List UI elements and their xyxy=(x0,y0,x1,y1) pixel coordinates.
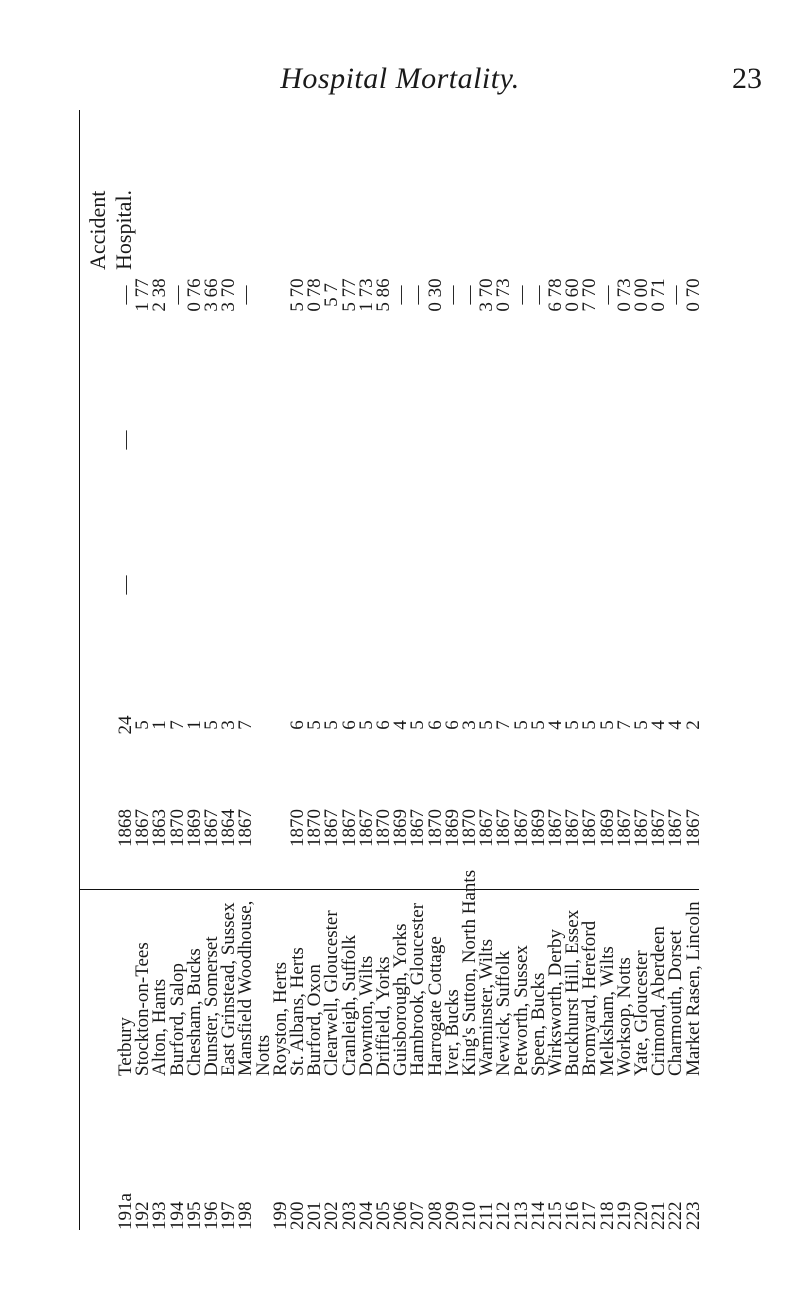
row-value-d: 0 71 xyxy=(648,278,670,312)
row-year: 1868 xyxy=(115,809,136,847)
row-index: 200 xyxy=(287,1201,308,1230)
row-index: 215 xyxy=(545,1201,566,1230)
table-row xyxy=(683,110,705,1230)
row-year: 1867 xyxy=(493,809,515,847)
row-index: 210 xyxy=(459,1201,480,1230)
row-index: 216 xyxy=(562,1201,584,1230)
row-value-d: — xyxy=(115,285,136,305)
row-year: 1869 xyxy=(527,809,549,847)
row-index: 220 xyxy=(631,1201,652,1230)
row-place-name: Iver, Bucks xyxy=(441,989,463,1076)
row-year: 1870 xyxy=(166,809,188,847)
row-value-a: 5 xyxy=(407,720,429,730)
row-value-a: 5 xyxy=(596,720,618,730)
row-place-name: Speen, Bucks xyxy=(527,972,549,1076)
row-value-a: 7 xyxy=(493,720,515,730)
row-index: 202 xyxy=(321,1201,343,1230)
row-year: 1867 xyxy=(631,809,652,847)
row-value-a: 1 xyxy=(149,720,171,730)
row-year: 1867 xyxy=(201,809,222,847)
row-place-name: Crimond, Aberdeen xyxy=(648,926,670,1076)
row-place-name: East Grinstead, Sussex xyxy=(218,902,240,1076)
row-value-d: 3 70 xyxy=(476,278,498,312)
row-year: 1869 xyxy=(441,809,463,847)
row-place-name: Notts xyxy=(252,1034,274,1076)
row-place-name: Harrogate Cottage xyxy=(424,936,446,1076)
row-value-d: 0 76 xyxy=(183,278,205,312)
row-place-name: Petworth, Sussex xyxy=(510,945,532,1076)
row-index: 203 xyxy=(338,1201,360,1230)
row-value-a: 6 xyxy=(287,720,308,730)
row-value-d: 3 70 xyxy=(218,278,240,312)
row-value-a: 3 xyxy=(218,720,240,730)
row-value-c: — xyxy=(115,430,136,450)
row-index: 214 xyxy=(527,1201,549,1230)
row-place-name: Guisborough, Yorks xyxy=(390,923,412,1076)
row-place-name: Cranleigh, Suffolk xyxy=(338,934,360,1076)
row-place-name: Hambrook, Gloucester xyxy=(407,902,429,1076)
row-index: 193 xyxy=(149,1201,171,1230)
table-top-rule xyxy=(79,110,80,1230)
row-year: 1863 xyxy=(149,809,171,847)
row-value-a: 6 xyxy=(338,720,360,730)
row-value-d: 0 60 xyxy=(562,278,584,312)
row-place-name: Buckhurst Hill, Essex xyxy=(562,909,584,1076)
row-year: 1867 xyxy=(665,809,687,847)
row-place-name: Warminster, Wilts xyxy=(476,939,498,1076)
row-index: 219 xyxy=(613,1201,635,1230)
row-place-name: Stockton-on-Tees xyxy=(132,942,154,1076)
row-place-name: Worksop, Notts xyxy=(613,957,635,1076)
row-index: 206 xyxy=(390,1201,412,1230)
row-value-d: — xyxy=(166,285,188,305)
running-head xyxy=(0,62,800,102)
row-year: 1867 xyxy=(407,809,429,847)
row-value-d: 0 73 xyxy=(613,278,635,312)
row-place-name: Clearwell, Gloucester xyxy=(321,910,343,1076)
row-year: 1869 xyxy=(596,809,618,847)
row-index: 221 xyxy=(648,1201,670,1230)
row-value-a: 5 xyxy=(321,720,343,730)
row-value-d: 1 77 xyxy=(132,278,154,312)
row-year: 1867 xyxy=(235,809,257,847)
row-place-name: King's Sutton, North Hants xyxy=(459,869,480,1076)
row-place-name: Driffield, Yorks xyxy=(373,956,394,1076)
row-value-b: — xyxy=(115,575,136,595)
row-place-name: Yate, Gloucester xyxy=(631,950,652,1076)
row-value-d: — xyxy=(510,285,532,305)
row-year: 1867 xyxy=(321,809,343,847)
row-index: 194 xyxy=(166,1201,188,1230)
row-index: 196 xyxy=(201,1201,222,1230)
row-value-d: 5 7 xyxy=(321,283,343,307)
row-value-a: 4 xyxy=(390,720,412,730)
row-value-a: 5 xyxy=(527,720,549,730)
row-value-d: 7 70 xyxy=(579,278,601,312)
row-index: 192 xyxy=(132,1201,154,1230)
row-year: 1867 xyxy=(338,809,360,847)
row-value-d: 5 77 xyxy=(338,278,360,312)
row-value-a: 7 xyxy=(613,720,635,730)
row-year: 1867 xyxy=(682,809,704,847)
row-place-name: Mansfield Woodhouse, xyxy=(235,900,257,1076)
row-value-d: — xyxy=(407,285,429,305)
row-value-d: — xyxy=(235,285,257,305)
row-value-a: 5 xyxy=(476,720,498,730)
row-place-name: Tetbury xyxy=(115,1017,136,1076)
row-value-a: 6 xyxy=(424,720,446,730)
row-year: 1869 xyxy=(183,809,205,847)
row-index: 222 xyxy=(665,1201,687,1230)
row-index: 217 xyxy=(579,1201,601,1230)
row-value-d: 5 86 xyxy=(373,278,394,312)
row-year: 1867 xyxy=(545,809,566,847)
row-value-d: — xyxy=(390,285,412,305)
row-value-a: 24 xyxy=(115,715,136,735)
row-year: 1867 xyxy=(562,809,584,847)
row-year: 1870 xyxy=(304,809,326,847)
row-value-d: 0 00 xyxy=(631,278,652,312)
row-index: 201 xyxy=(304,1201,326,1230)
row-year: 1870 xyxy=(424,809,446,847)
row-value-a: 5 xyxy=(562,720,584,730)
row-value-d: — xyxy=(665,285,687,305)
row-index: 223 xyxy=(682,1201,704,1230)
row-place-name: St. Albans, Herts xyxy=(287,947,308,1076)
row-place-name: Alton, Hants xyxy=(149,978,171,1076)
running-title: Hospital Mortality. xyxy=(280,62,520,95)
row-value-a: 5 xyxy=(355,720,377,730)
row-index: 198 xyxy=(235,1201,257,1230)
row-place-name: Charmouth, Dorset xyxy=(665,930,687,1076)
row-place-name: Chesham, Bucks xyxy=(183,948,205,1076)
row-year: 1867 xyxy=(648,809,670,847)
row-value-d: — xyxy=(459,285,480,305)
row-place-name: Market Rasen, Lincoln xyxy=(682,901,704,1076)
row-value-a: 7 xyxy=(166,720,188,730)
row-place-name: Newick, Suffolk xyxy=(493,950,515,1076)
row-value-a: 2 xyxy=(682,720,704,730)
row-index: 209 xyxy=(441,1201,463,1230)
row-value-d: 0 70 xyxy=(682,278,704,312)
row-place-name: Bromyard, Hereford xyxy=(579,920,601,1076)
row-place-name: Melksham, Wilts xyxy=(596,946,618,1076)
row-value-d: — xyxy=(527,285,549,305)
row-place-name: Burford, Oxon xyxy=(304,964,326,1076)
row-value-a: 6 xyxy=(441,720,463,730)
row-place-name: Burford, Salop xyxy=(166,963,188,1076)
row-place-name: Downton, Wilts xyxy=(355,955,377,1076)
row-year: 1867 xyxy=(613,809,635,847)
row-place-name: Royston, Herts xyxy=(269,962,291,1076)
row-year: 1869 xyxy=(390,809,412,847)
row-value-a: 5 xyxy=(579,720,601,730)
row-index: 208 xyxy=(424,1201,446,1230)
row-value-d: 2 38 xyxy=(149,278,171,312)
row-year: 1870 xyxy=(373,809,394,847)
row-year: 1867 xyxy=(510,809,532,847)
row-place-name: Wirksworth, Derby xyxy=(545,929,566,1076)
row-value-a: 5 xyxy=(201,720,222,730)
mortality-table xyxy=(75,110,715,1230)
row-year: 1870 xyxy=(459,809,480,847)
row-value-d: 6 78 xyxy=(545,278,566,312)
row-value-a: 4 xyxy=(665,720,687,730)
row-index: 213 xyxy=(510,1201,532,1230)
row-place-name: Dunster, Somerset xyxy=(201,936,222,1076)
row-index: 204 xyxy=(355,1201,377,1230)
row-value-d: — xyxy=(441,285,463,305)
page-number: 23 xyxy=(732,62,762,95)
row-year: 1864 xyxy=(218,809,240,847)
row-index: 207 xyxy=(407,1201,429,1230)
row-index: 218 xyxy=(596,1201,618,1230)
row-index: 199 xyxy=(269,1201,291,1230)
row-index: 205 xyxy=(373,1201,394,1230)
row-value-d: 3 66 xyxy=(201,278,222,312)
row-year: 1867 xyxy=(579,809,601,847)
row-value-a: 5 xyxy=(304,720,326,730)
row-value-a: 6 xyxy=(373,720,394,730)
row-value-a: 5 xyxy=(510,720,532,730)
row-value-a: 4 xyxy=(545,720,566,730)
section-heading: Accident Hospital. xyxy=(85,189,136,270)
row-year: 1867 xyxy=(476,809,498,847)
row-value-a: 7 xyxy=(235,720,257,730)
row-value-d: 0 30 xyxy=(424,278,446,312)
row-value-a: 4 xyxy=(648,720,670,730)
row-value-d: — xyxy=(596,285,618,305)
row-index: 212 xyxy=(493,1201,515,1230)
row-value-a: 5 xyxy=(132,720,154,730)
row-value-d: 1 73 xyxy=(355,278,377,312)
row-value-a: 5 xyxy=(631,720,652,730)
row-value-d: 0 73 xyxy=(493,278,515,312)
row-value-d: 5 70 xyxy=(287,278,308,312)
row-value-d: 0 78 xyxy=(304,278,326,312)
row-year: 1867 xyxy=(132,809,154,847)
row-index: 197 xyxy=(218,1201,240,1230)
row-index: 191a xyxy=(115,1193,136,1230)
row-year: 1867 xyxy=(355,809,377,847)
row-index: 195 xyxy=(183,1201,205,1230)
row-year: 1870 xyxy=(287,809,308,847)
row-index: 211 xyxy=(476,1202,498,1230)
row-value-a: 1 xyxy=(183,720,205,730)
row-value-a: 3 xyxy=(459,720,480,730)
